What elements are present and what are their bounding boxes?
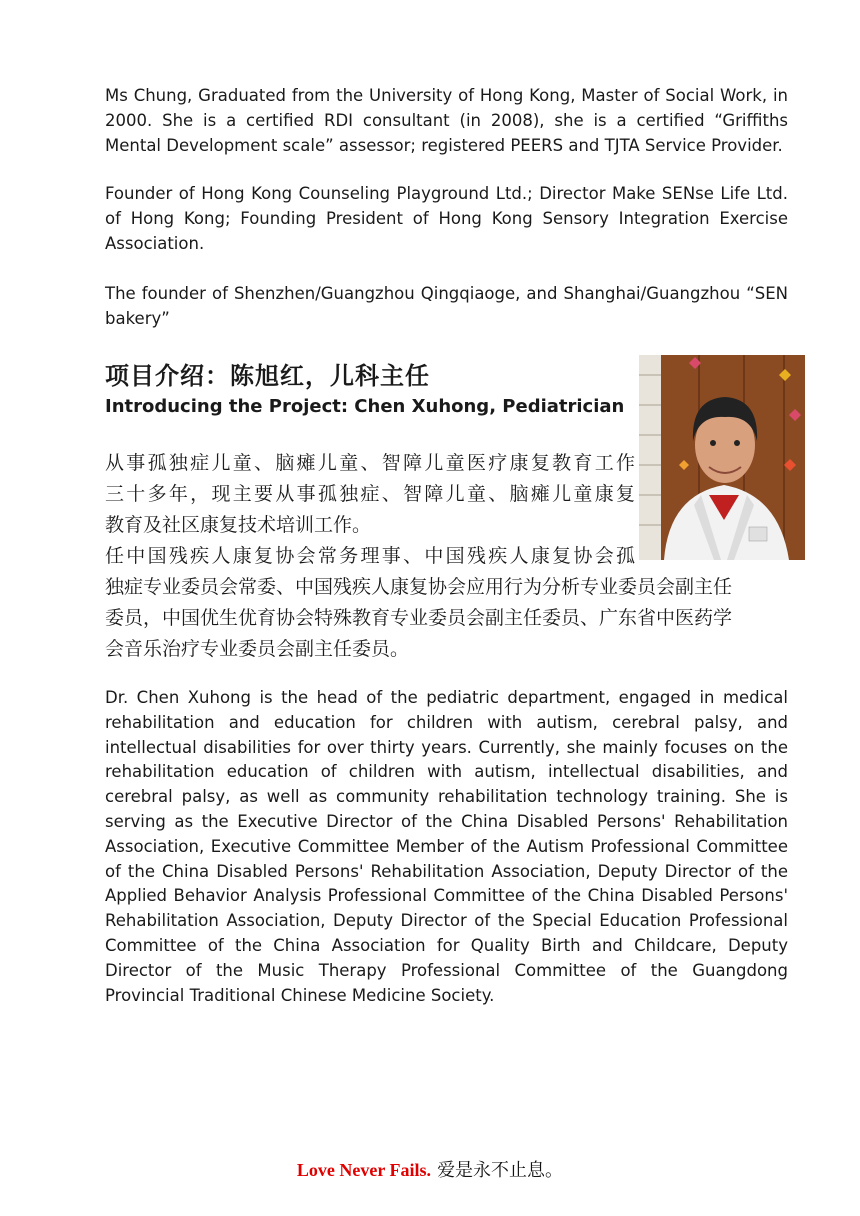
- bio-paragraph-3: The founder of Shenzhen/Guangzhou Qingqiaoge, and Shanghai/Guangzhou “SEN bakery”: [105, 284, 788, 328]
- footer-motto-english: Love Never Fails.: [296, 1160, 432, 1180]
- zh-line: 三十多年，现主要从事孤独症、智障儿童、脑瘫儿童康复: [105, 483, 635, 505]
- project-description-chinese: [105, 448, 788, 665]
- zh-line: 任中国残疾人康复协会常务理事、中国残疾人康复协会孤: [105, 545, 635, 567]
- bio-paragraph-2: Founder of Hong Kong Counseling Playground Ltd.; Director Make SENse Life Ltd. of Hong Kong; Founding President of Hong Kong Sensory Integration Exercise Association.: [105, 184, 788, 253]
- zh-line: 独症专业委员会常委、中国残疾人康复协会应用行为分析专业委员会副主任: [105, 576, 733, 598]
- zh-line: 会音乐治疗专业委员会副主任委员。: [105, 638, 410, 660]
- footer-motto: [0, 1156, 860, 1182]
- project-title-chinese: 项目介绍：陈旭红，儿科主任: [105, 362, 430, 390]
- zh-line: 从事孤独症儿童、脑瘫儿童、智障儿童医疗康复教育工作: [105, 452, 635, 474]
- zh-line: 教育及社区康复技术培训工作。: [105, 514, 372, 536]
- zh-line: 委员，中国优生优育协会特殊教育专业委员会副主任委员、广东省中医药学: [105, 607, 733, 629]
- project-title-english: Introducing the Project: Chen Xuhong, Pediatrician: [105, 396, 625, 417]
- bio-paragraph-1: Ms Chung, Graduated from the University of Hong Kong, Master of Social Work, in 2000. She is a certified RDI consultant (in 2008), she is a certified “Griffiths Mental Development scale” assessor; registered PEERS and TJTA Service Provider.: [105, 86, 788, 155]
- footer-motto-chinese: 爱是永不止息。: [437, 1160, 564, 1181]
- project-description-english: Dr. Chen Xuhong is the head of the pediatric department, engaged in medical rehabilitation and education for children with autism, cerebral palsy, and intellectual disabilities for over thirty years. Currently, she mainly focuses on the rehabilitation education of children with autism, intellectual disabilities, and cerebral palsy, as well as community rehabilitation technology training. She is serving as the Executive Director of the China Disabled Persons' Rehabilitation Association, Executive Committee Member of the Autism Professional Committee of the China Disabled Persons' Rehabilitation Association, Deputy Director of the Applied Behavior Analysis Professional Committee of the China Disabled Persons' Rehabilitation Association, Deputy Director of the Special Education Professional Committee of the China Association for Quality Birth and Childcare, Deputy Director of the Music Therapy Professional Committee of the Guangdong Provincial Traditional Chinese Medicine Society.: [105, 688, 788, 1005]
